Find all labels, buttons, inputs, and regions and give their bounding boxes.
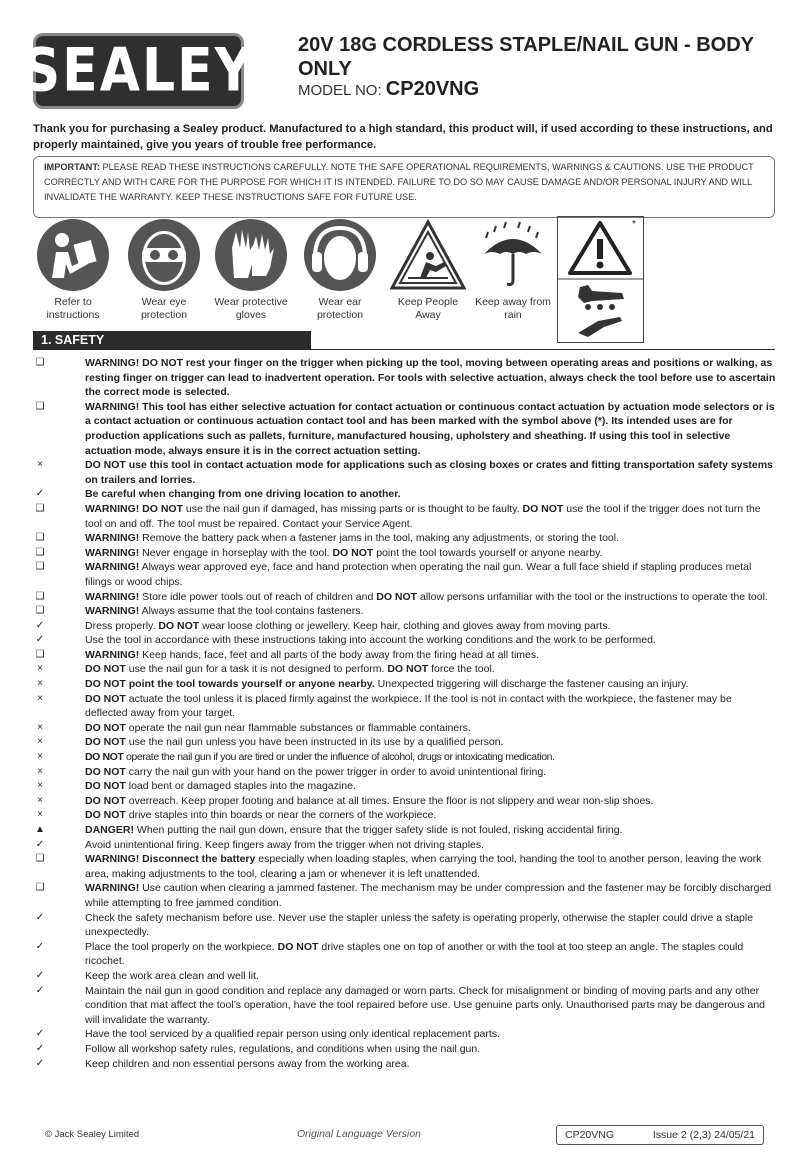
bullet-symbol-icon: ✓ [35,969,45,981]
bullet-symbol-icon: × [37,765,43,777]
bullet-symbol-icon: ✓ [35,1057,45,1069]
icon-label: Wear eye protection [140,296,188,321]
bullet-symbol-icon: ❑ [35,590,45,602]
section-divider [33,349,775,350]
safety-item-text: DANGER! When putting the nail gun down, ensure that the trigger safety slide is not fouled, risking accidental firing. [85,824,623,836]
safety-item [33,838,777,853]
safety-item-text: DO NOT operate the nail gun if you are tired or under the influence of alcohol, drugs or intoxicating medication. [85,751,555,764]
safety-item [33,356,777,400]
icon-ear-protection [301,218,379,322]
version-note: Original Language Version [297,1128,421,1140]
safety-item-text: Maintain the nail gun in good condition and replace any damaged or worn parts. Check for misalignment or binding of moving parts and any other condition that mat affect the tool’s operation, have the tool repaired before use. Use genuine parts only. Unauthorised parts may be dangerous and will invalidate the warranty. [85,984,766,1026]
sealey-logo [22,33,255,109]
safety-item-text: DO NOT drive staples into thin boards or near the corners of the workpiece. [85,809,437,822]
safety-item [33,692,777,721]
important-label: IMPORTANT: [44,162,100,172]
bullet-symbol-icon: ✓ [35,940,45,952]
safety-item-text: Avoid unintentional firing. Keep fingers away from the trigger when not driving staples. [85,838,485,851]
bullet-symbol-icon: × [37,721,43,733]
safety-item [33,487,777,502]
safety-item [33,969,777,984]
safety-item [33,779,777,794]
safety-item [33,560,777,589]
book-icon [36,218,110,292]
safety-item-text: Keep children and non essential persons away from the working area. [85,1057,410,1070]
safety-item [33,458,777,487]
safety-item [33,1042,777,1057]
icon-label: Refer to instructions [46,296,100,321]
safety-item-text: DO NOT carry the nail gun with your hand on the power trigger in order to avoid unintentional firing. [85,765,547,778]
bullet-symbol-icon: ❑ [35,546,45,558]
safety-item-text: WARNING! Use caution when clearing a jammed fastener. The mechanism may be under compression and the fastener may be forcibly discharged while attempting to free jammed condition. [85,882,772,909]
safety-item [33,911,777,940]
bullet-symbol-icon: × [37,663,43,675]
bullet-symbol-icon: ✓ [35,1028,45,1040]
safety-item [33,940,777,969]
bullet-symbol-icon: ❑ [35,357,45,368]
copyright: © Jack Sealey Limited [45,1129,140,1140]
safety-item [33,546,777,561]
safety-item-text: Keep the work area clean and well lit. [85,969,259,982]
safety-item [33,735,777,750]
safety-item [33,590,777,605]
icon-refer-instructions [34,218,112,322]
safety-item [33,794,777,809]
safety-item-text: Follow all workshop safety rules, regulations, and conditions when using the nail gun. [85,1042,481,1055]
keep-away-icon [390,218,466,292]
safety-item-text: DO NOT actuate the tool unless it is placed firmly against the workpiece. If the tool is not in contact with the workpiece, the fastener may be deflected away from your target. [85,692,732,720]
footer-issue: Issue 2 (2,3) 24/05/21 [652,1129,755,1141]
bullet-symbol-icon: × [37,678,43,690]
safety-item-text: WARNING! DO NOT rest your finger on the trigger when picking up the tool, moving between operating areas and positions or walking, as resting finger on trigger can lead to inadvertent operation. For tools with selective actuation, always check the tool before use to ascertain the correct mode is selected. [85,357,776,399]
bullet-symbol-icon: ❑ [35,853,45,865]
safety-item [33,1027,777,1042]
product-title: 20V 18G CORDLESS STAPLE/NAIL GUN - BODY ONLY [298,34,754,80]
bullet-symbol-icon: ✓ [35,488,45,500]
safety-item-text: Check the safety mechanism before use. Never use the stapler unless the safety is operating properly, otherwise the stapler could drive a staple unexpectedly. [85,911,754,939]
safety-item-text: Use the tool in accordance with these instructions taking into account the working conditions and the work to be performed. [85,634,656,647]
model-prefix: MODEL NO: [298,82,386,99]
safety-item [33,502,777,531]
safety-item-text: WARNING! Always wear approved eye, face and hand protection when operating the nail gun. Wear a full face shield if stapling produces metal filings or wood chips. [85,561,752,588]
bullet-symbol-icon: × [37,692,43,704]
safety-item-text: DO NOT use the nail gun unless you have been instructed in its use by a qualified person. [85,736,504,749]
safety-item-text: DO NOT point the tool towards yourself or anyone nearby. Unexpected triggering will discharge the fastener causing an injury. [85,678,689,691]
bullet-symbol-icon: ❑ [35,502,45,514]
safety-item [33,633,777,648]
icon-label: Keep away from rain [475,296,551,321]
bullet-symbol-icon: × [37,794,43,806]
bullet-symbol-icon: ❑ [35,882,45,894]
safety-item [33,604,777,619]
safety-item-text: WARNING! Never engage in horseplay with the tool. DO NOT point the tool towards yourself or anyone nearby. [85,546,603,559]
ear-defenders-icon [303,218,377,292]
bullet-symbol-icon: ❑ [35,648,45,660]
actuation-warning-box [557,216,644,343]
bullet-symbol-icon: ▲ [35,824,45,835]
model-number [298,78,479,101]
bullet-symbol-icon: ✓ [35,911,45,923]
safety-item [33,677,777,692]
icon-label: Wear ear protection [316,296,364,321]
bullet-symbol-icon: ❑ [35,605,45,617]
bullet-symbol-icon: ❑ [35,532,45,544]
bullet-symbol-icon: × [37,736,43,748]
footer-model-issue [556,1125,764,1145]
safety-item [33,823,777,838]
safety-item-text: WARNING! Always assume that the tool contains fasteners. [85,605,364,618]
safety-item-text: Have the tool serviced by a qualified repair person using only identical replacement parts. [85,1028,500,1041]
bullet-symbol-icon: ✓ [35,1042,45,1054]
safety-item [33,750,777,765]
icon-label: Wear protective gloves [214,296,288,321]
icon-eye-protection [125,218,203,322]
bullet-symbol-icon: ✓ [35,634,45,646]
safety-item-text: WARNING! Store idle power tools out of reach of children and DO NOT allow persons unfamiliar with the tool or the instructions to operate the tool. [85,590,768,603]
safety-item-text: WARNING! DO NOT use the nail gun if damaged, has missing parts or is thought to be faulty. DO NOT use the tool if the trigger does not turn the tool on and off. The tool must be repaired. Contact your Service Agent. [85,502,761,530]
safety-item [33,648,777,663]
safety-item-text: DO NOT operate the nail gun near flammable substances or flammable containers. [85,721,471,734]
bullet-symbol-icon: ❑ [35,561,45,573]
safety-item-text: WARNING! Remove the battery pack when a fastener jams in the tool, making any adjustments, or storing the tool. [85,532,619,545]
bullet-symbol-icon: ✓ [35,619,45,631]
safety-item-text: DO NOT load bent or damaged staples into the magazine. [85,780,356,793]
safety-icons [0,218,808,328]
safety-item-text: WARNING! This tool has either selective actuation for contact actuation or continuous contact actuation by actuation mode selectors or is a contact actuation or continuous actuation contact tool and has been marked with the symbol above (*). Its intended uses are for production applications such as pallets, furniture, manufactured housing, upholstery and sheathing. If using this tool in selective actuation mode, always ensure it is in the correct actuation setting. [85,400,775,457]
safety-item-text: DO NOT use this tool in contact actuation mode for applications such as closing boxes or crates and fitting transportation safety systems on trailers and lorries. [85,459,773,486]
icon-keep-people-away [389,218,467,322]
gloves-icon [214,218,288,292]
safety-item [33,881,777,910]
safety-list [33,356,777,1071]
safety-item [33,984,777,1028]
safety-item [33,400,777,458]
safety-item-text: WARNING! Disconnect the battery especially when loading staples, when carrying the tool, handing the tool to another person, leaving the work area, making adjustments to the tool, clearing a jam or whenever it is left unattended. [85,853,762,880]
safety-item-text: WARNING! Keep hands, face, feet and all parts of the body away from the firing head at all times. [85,648,540,661]
safety-item [33,808,777,823]
footer-model: CP20VNG [565,1129,615,1141]
bullet-symbol-icon: × [37,780,43,792]
intro-text: Thank you for purchasing a Sealey product. Manufactured to a high standard, this product will, if used according to these instructions, and properly maintained, give you years of trouble free performance. [33,123,773,151]
icon-label: Keep People Away [397,296,459,321]
section-heading-safety: 1. SAFETY [33,331,311,349]
safety-item [33,721,777,736]
safety-item-text: Place the tool properly on the workpiece. DO NOT drive staples one on top of another or with the tool at too steep an angle. The staples could ricochet. [85,940,744,968]
safety-item [33,619,777,634]
safety-item [33,765,777,780]
icon-gloves [212,218,290,322]
actuation-star-mark: * [632,219,636,230]
umbrella-rain-icon [476,218,550,292]
important-text: PLEASE READ THESE INSTRUCTIONS CAREFULLY. NOTE THE SAFE OPERATIONAL REQUIREMENTS, WARNINGS & CAUTIONS. USE THE PRODUCT CORRECTLY AND WITH CARE FOR THE PURPOSE FOR WHICH IT IS INTENDED. FAILURE TO DO SO MAY CAUSE DAMAGE AND/OR PERSONAL INJURY AND WILL INVALIDATE THE WARRANTY. KEEP THESE INSTRUCTIONS SAFE FOR FUTURE USE. [44,162,754,202]
model-code: CP20VNG [385,78,480,100]
bullet-symbol-icon: ❑ [35,400,45,412]
important-notice [33,156,775,218]
safety-item [33,1057,777,1072]
safety-item-text: Dress properly. DO NOT wear loose clothing or jewellery. Keep hair, clothing and gloves away from moving parts. [85,619,611,632]
safety-item [33,662,777,677]
bullet-symbol-icon: × [37,459,43,471]
goggles-icon [127,218,201,292]
logo-text: SEALEY [22,36,255,106]
safety-item-text: DO NOT use the nail gun for a task it is not designed to perform. DO NOT force the tool. [85,663,495,676]
bullet-symbol-icon: × [37,809,43,821]
safety-item [33,852,777,881]
bullet-symbol-icon: × [37,751,43,763]
bullet-symbol-icon: ✓ [35,984,45,996]
bullet-symbol-icon: ✓ [35,838,45,850]
icon-keep-away-rain [474,218,552,322]
safety-item-text: Be careful when changing from one driving location to another. [85,488,401,501]
safety-item-text: DO NOT overreach. Keep proper footing and balance at all times. Ensure the floor is not slippery and wear non-slip shoes. [85,794,654,807]
safety-item [33,531,777,546]
warning-triangle-icon [558,217,643,342]
